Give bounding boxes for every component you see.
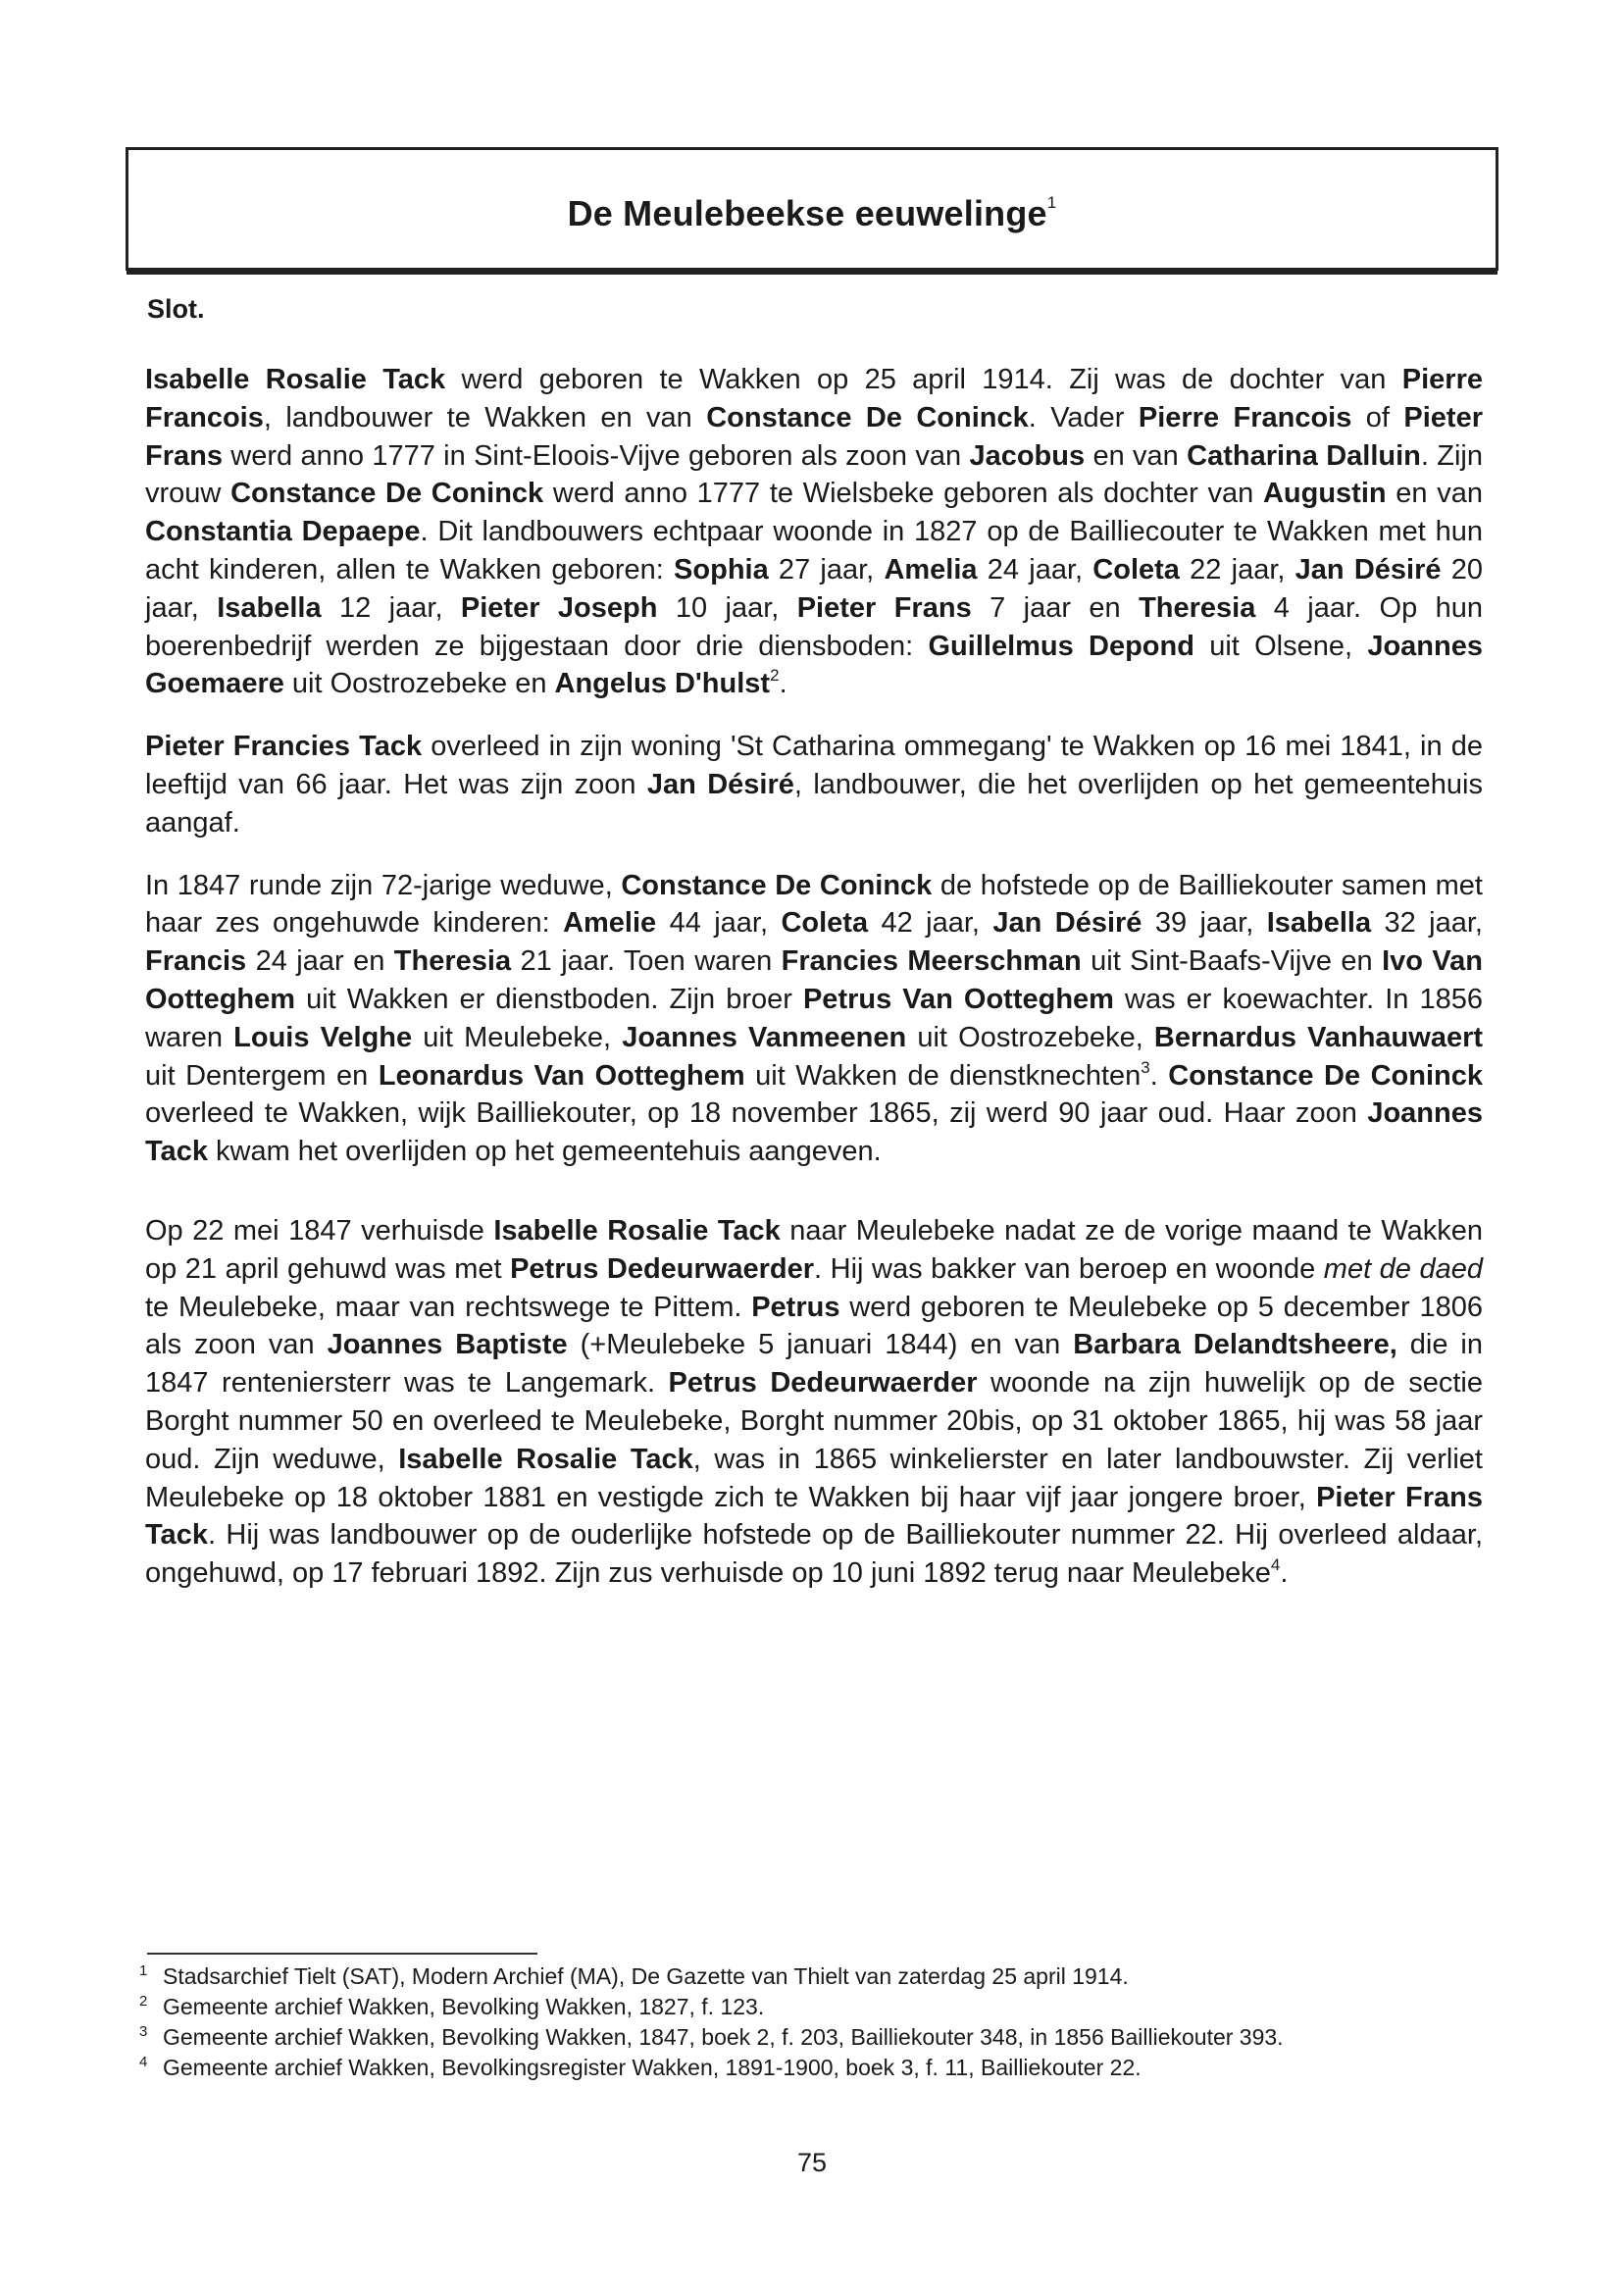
footnote-text: Gemeente archief Wakken, Bevolking Wakken, 1847, boek 2, f. 203, Bailliekouter 348, in 1856 Bailliekouter 393. <box>163 2024 1284 2050</box>
article-body <box>145 361 1483 1617</box>
footnote-number: 2 <box>139 1993 148 2010</box>
text-run: 44 jaar, <box>656 907 782 940</box>
footnote-separator <box>147 1953 537 1955</box>
text-run: 4 jaar. Op hun boerenbedrijf werden ze bijgestaan door drie diensboden: <box>145 591 1483 662</box>
text-run: uit Oostrozebeke, <box>906 1021 1154 1053</box>
person-name: Petrus Dedeurwaerder <box>510 1252 815 1285</box>
person-name: Joannes Tack <box>145 1097 1483 1168</box>
person-name: Joannes Vanmeenen <box>622 1021 907 1053</box>
person-name: Louis Velghe <box>233 1021 413 1053</box>
text-run: 24 jaar, <box>977 553 1093 585</box>
text-run: 20 jaar, <box>145 553 1484 624</box>
text-run: 39 jaar, <box>1142 907 1267 940</box>
text-run: . <box>779 668 787 700</box>
text-run: overleed te Wakken, wijk Bailliekouter, op 18 november 1865, zij werd 90 jaar oud. Haar zoon <box>145 1097 1368 1130</box>
text-run: uit Oostrozebeke en <box>283 668 555 700</box>
text-run: 22 jaar, <box>1179 553 1295 585</box>
text-run: uit Wakken de dienstknechten <box>744 1059 1142 1092</box>
person-name: Barbara Delandtsheere, <box>1073 1329 1397 1361</box>
title-footnote-marker: 1 <box>1046 193 1057 212</box>
person-name: Francis <box>145 945 247 978</box>
person-name: Pieter Frans <box>145 401 1483 472</box>
person-name: Pierre Francois <box>145 364 1483 433</box>
person-name: Angelus D'hulst <box>554 668 771 700</box>
text-run: . Dit landbouwers echtpaar woonde in 1827 op de Bailliecouter te Wakken met hun acht kinderen, allen te Wakken geboren: <box>145 516 1483 585</box>
text-run: naar Meulebeke nadat ze de vorige maand te Wakken op 21 april gehuwd was met <box>145 1214 1483 1285</box>
person-name: Constance De Coninck <box>706 401 1029 433</box>
text-run: die in 1847 renteniersterr was te Langemark. <box>145 1329 1483 1400</box>
footnote-number: 4 <box>139 2054 148 2070</box>
person-name: Pieter Joseph <box>460 591 658 624</box>
text-run: , was in 1865 winkelierster en later landbouwster. Zij verliet Meulebeke op 18 oktober 1881 en vestigde zich te Wakken bij haar vijf jaar jongere broer, <box>145 1443 1483 1513</box>
footnote-ref: 4 <box>1270 1555 1281 1575</box>
person-name: Constance De Coninck <box>230 478 544 510</box>
person-name: Constance De Coninck <box>621 869 933 901</box>
emphasis-text: met de daed <box>1323 1252 1483 1285</box>
person-name: Leonardus Van Ootteghem <box>378 1059 745 1092</box>
person-name: Isabelle Rosalie Tack <box>145 364 446 395</box>
person-name: Theresia <box>393 945 512 978</box>
person-name: Coleta <box>1092 553 1180 585</box>
article-title <box>128 193 1496 234</box>
person-name: Isabelle Rosalie Tack <box>493 1214 781 1247</box>
person-name: Catharina Dalluin <box>1187 439 1421 472</box>
person-name: Isabella <box>1266 907 1372 940</box>
person-name: Pieter Francies Tack <box>145 731 423 763</box>
text-run: overleed in zijn woning 'St Catharina ommegang' te Wakken op 16 mei 1841, in de leeftijd van 66 jaar. Het was zijn zoon <box>145 731 1483 800</box>
person-name: Pieter Frans <box>796 591 972 624</box>
person-name: Coleta <box>781 907 869 940</box>
text-run: uit Olsene, <box>1193 630 1368 662</box>
text-run: werd geboren te Meulebeke op 5 december 1806 als zoon van <box>145 1291 1483 1361</box>
text-run: werd anno 1777 te Wielsbeke geboren als dochter van <box>543 478 1263 510</box>
text-run: 10 jaar, <box>657 591 797 624</box>
text-run: te Meulebeke, maar van rechtswege te Pittem. <box>145 1291 752 1323</box>
page-number: 75 <box>796 2148 828 2177</box>
person-name: Isabelle Rosalie Tack <box>398 1443 693 1475</box>
paragraph <box>145 1212 1483 1593</box>
footnote <box>139 2022 1502 2053</box>
person-name: Constance De Coninck <box>1168 1059 1483 1092</box>
text-run: (+Meulebeke 5 januari 1844) en van <box>567 1329 1074 1361</box>
person-name: Joannes Baptiste <box>327 1329 568 1361</box>
text-run: . Hij was landbouwer op de ouderlijke hofstede op de Bailliekouter nummer 22. Hij overleed aldaar, ongehuwd, op 17 februari 1892. Zijn zus verhuisde op 10 juni 1892 terug naar Meulebeke <box>145 1519 1483 1590</box>
person-name: Amelia <box>884 553 978 585</box>
paragraph <box>145 867 1483 1171</box>
person-name: Petrus <box>751 1291 840 1323</box>
person-name: Augustin <box>1262 478 1387 510</box>
footnote-text: Gemeente archief Wakken, Bevolkingsregister Wakken, 1891-1900, boek 3, f. 11, Bailliekouter 22. <box>163 2055 1142 2080</box>
text-run: was er koewachter. In 1856 waren <box>145 983 1483 1053</box>
person-name: Jacobus <box>969 439 1086 472</box>
footnote <box>139 2053 1502 2083</box>
person-name: Ivo Van Ootteghem <box>145 945 1483 1015</box>
section-subhead: Slot. <box>147 294 205 324</box>
person-name: Jan Désiré <box>646 768 794 800</box>
person-name: Petrus Dedeurwaerder <box>668 1367 978 1400</box>
person-name: Jan Désiré <box>992 907 1142 940</box>
text-run: 27 jaar, <box>768 553 885 585</box>
footnote-number: 3 <box>139 2023 148 2040</box>
person-name: Petrus Van Ootteghem <box>802 983 1114 1015</box>
person-name: Bernardus Vanhauwaert <box>1153 1021 1484 1053</box>
text-run: 12 jaar, <box>321 591 461 624</box>
paragraph <box>145 361 1483 703</box>
text-run: kwam het overlijden op het gemeentehuis aangeven. <box>207 1136 882 1168</box>
text-run: 7 jaar en <box>971 591 1140 624</box>
text-run: . <box>1280 1557 1289 1590</box>
footnote-ref: 2 <box>770 666 780 686</box>
text-run: 21 jaar. Toen waren <box>511 945 782 978</box>
footnotes <box>139 1961 1502 2083</box>
title-box <box>126 147 1498 271</box>
person-name: Joannes Goemaere <box>145 630 1483 700</box>
text-run: en van <box>1085 439 1188 472</box>
text-run: uit Meulebeke, <box>412 1021 623 1053</box>
footnote-text: Gemeente archief Wakken, Bevolking Wakken, 1827, f. 123. <box>163 1994 765 2019</box>
text-run: of <box>1351 401 1404 433</box>
footnote-text: Stadsarchief Tielt (SAT), Modern Archief (MA), De Gazette van Thielt van zaterdag 25 april 1914. <box>163 1963 1129 1989</box>
text-run: 32 jaar, <box>1371 907 1483 940</box>
text-run: woonde na zijn huwelijk op de sectie Borght nummer 50 en overleed te Meulebeke, Borght nummer 20bis, op 31 oktober 1865, hij was 58 jaar oud. Zijn weduwe, <box>145 1367 1483 1475</box>
text-run: Op 22 mei 1847 verhuisde <box>145 1214 494 1247</box>
paragraph <box>145 728 1483 841</box>
footnote-ref: 3 <box>1141 1057 1150 1077</box>
article-title-text: De Meulebeekse eeuwelinge <box>567 193 1047 233</box>
text-run: uit Wakken er dienstboden. Zijn broer <box>295 983 803 1015</box>
person-name: Pieter Frans Tack <box>145 1481 1483 1552</box>
person-name: Jan Désiré <box>1294 553 1442 585</box>
text-run: en van <box>1386 478 1484 510</box>
text-run: uit Dentergem en <box>145 1059 379 1092</box>
text-run: , landbouwer, die het overlijden op het gemeentehuis aangaf. <box>145 768 1483 839</box>
text-run: . Vader <box>1028 401 1139 433</box>
person-name: Theresia <box>1139 591 1256 624</box>
person-name: Sophia <box>674 553 769 585</box>
text-run: de hofstede op de Bailliekouter samen met haar zes ongehuwde kinderen: <box>145 869 1483 940</box>
text-run: uit Sint-Baafs-Vijve en <box>1081 945 1383 978</box>
text-run: werd geboren te Wakken op 25 april 1914. Zij was de dochter van <box>445 364 1402 395</box>
footnote <box>139 1992 1502 2022</box>
text-run: , landbouwer te Wakken en van <box>263 401 707 433</box>
text-run: . <box>1149 1059 1169 1092</box>
text-run: werd anno 1777 in Sint-Eloois-Vijve geboren als zoon van <box>222 439 970 472</box>
footnote <box>139 1961 1502 1992</box>
person-name: Guillelmus Depond <box>928 630 1194 662</box>
person-name: Isabella <box>217 591 322 624</box>
person-name: Pierre Francois <box>1138 401 1352 433</box>
footnote-number: 1 <box>139 1962 148 1979</box>
text-run: . Zijn vrouw <box>145 439 1484 510</box>
person-name: Constantia Depaepe <box>145 516 421 548</box>
text-run: 24 jaar en <box>246 945 394 978</box>
person-name: Francies Meerschman <box>781 945 1082 978</box>
text-run: . Hij was bakker van beroep en woonde <box>814 1252 1324 1285</box>
text-run: 42 jaar, <box>868 907 993 940</box>
person-name: Amelie <box>563 907 657 940</box>
text-run: In 1847 runde zijn 72-jarige weduwe, <box>145 869 622 901</box>
